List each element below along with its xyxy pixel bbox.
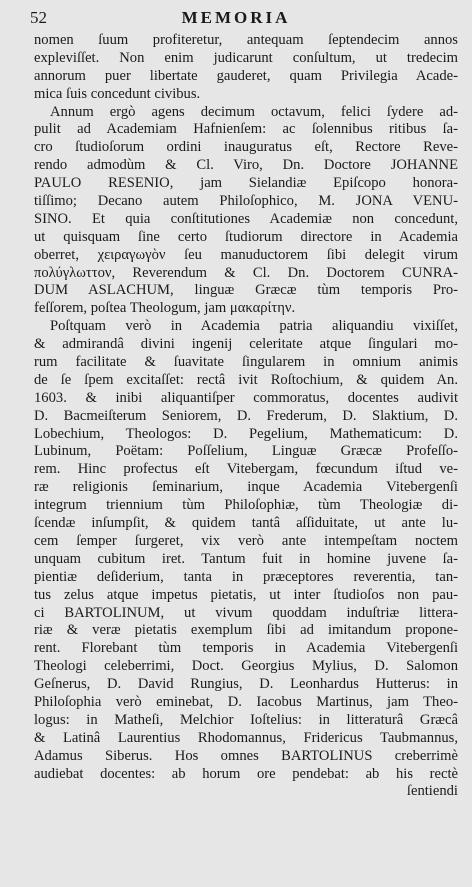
text-line: pulit ad Academiam Hafnienſem: ac ſolennibus ritibus ſa- <box>34 121 458 138</box>
text-line: rent. Florebant tùm temporis in Academia Vitebergenſi <box>34 640 458 657</box>
text-line: ci BARTOLINUM, ut vivum quoddam induſtriæ littera- <box>34 604 458 621</box>
body-text <box>34 32 458 801</box>
text-line: de ſe ſpem excitaſſet: rectâ ivit Roſtochium, & quidem An. <box>34 371 458 388</box>
text-line: πολύγλωττον, Reverendum & Cl. Dn. Doctorem CUNRA- <box>34 264 458 281</box>
text-line: PAULO RESENIO, jam Sielandiæ Epiſcopo honora- <box>34 175 458 192</box>
text-line: SINO. Et quia conſtitutiones Academiæ non concedunt, <box>34 210 458 227</box>
text-line: mica ſuis concedunt civibus. <box>34 85 201 102</box>
text-line: cem ſemper ſurgeret, vix verò ante intempeſtam noctem <box>34 532 458 549</box>
text-line: annorum puer libertate gauderet, quam Privilegia Acade- <box>34 67 458 84</box>
text-line: ut quisquam ſine certo ſtudiorum directore in Academia <box>34 228 458 245</box>
page-header <box>0 6 472 30</box>
page-number: 52 <box>30 8 47 27</box>
text-line: & admirandâ divini ingenij celeritate atque ſingulari mo- <box>34 336 458 353</box>
text-line: DUM ASLACHUM, linguæ Græcæ tùm temporis Pro- <box>34 282 458 299</box>
text-line: Theologi celeberrimi, Doct. Georgius Mylius, D. Salomon <box>34 658 458 675</box>
text-line: cro ſtudioſorum ordini inauguratus eſt, Rectore Reve- <box>34 139 458 156</box>
text-line: ræ religionis ſeminarium, inque Academia Vitebergenſi <box>34 479 458 496</box>
text-line: nomen ſuum profiteretur, antequam ſeptendecim annos <box>34 32 458 48</box>
text-line: expleviſſet. Non enim judicarunt conſultum, ut tredecim <box>34 49 458 66</box>
text-line: rendo admodùm & Cl. Viro, Dn. Doctore JOHANNE <box>34 157 458 174</box>
text-line: tiſſimo; Decano autem Philoſophico, M. JONA VENU- <box>34 193 458 210</box>
text-line: feſſorem, poſtea Theologum, jam μακαρίτην. <box>34 300 296 317</box>
running-title: MEMORIA <box>181 8 291 27</box>
text-line: tus zelus atque impetus pietatis, ut inter ſtudioſos non pau- <box>34 586 458 603</box>
text-line: D. Bacmeiſterum Seniorem, D. Frederum, D. Slaktium, D. <box>34 407 458 424</box>
text-line: Annum ergò agens decimum octavum, felici ſydere ad- <box>50 103 458 120</box>
text-line: integrum triennium tùm Philoſophiæ, tùm Theologiæ di- <box>34 497 458 514</box>
text-line: Philoſophia verò eminebat, D. Iacobus Martinus, jam Theo- <box>34 693 458 710</box>
text-line: rem. Hinc profectus eſt Vitebergam, fœcundum iſtud ve- <box>34 461 458 478</box>
text-line: Adamus Siberus. Hos omnes BARTOLINUS creberrimè <box>34 747 458 764</box>
text-line: ſcendæ inſumpſit, & quidem tantâ aſſiduitate, ut ante lu- <box>34 515 458 532</box>
text-line: pientiæ deſiderium, tanta in præceptores reverentia, tan- <box>34 568 458 585</box>
text-line: audiebat docentes: ab horum ore pendebat: ab his rectè <box>34 765 458 782</box>
text-line: Lobechium, Theologos: D. Pegelium, Mathematicum: D. <box>34 425 458 442</box>
text-line: & Latinâ Laurentius Rhodomannus, Fridericus Taubmannus, <box>34 729 458 746</box>
text-line: logus: in Matheſi, Melchior Ioſtelius: in litteraturâ Græcâ <box>34 711 458 728</box>
text-line: Lubinum, Poëtam: Poſſelium, Linguæ Græcæ Profeſſo- <box>34 443 458 460</box>
text-line: Poſtquam verò in Academia patria aliquandiu vixiſſet, <box>50 318 458 335</box>
text-line: 1603. & inibi aliquantiſper commoratus, docentes audivit <box>34 389 458 406</box>
text-line: unquam cubitum iret. Tantum fuit in homine juvene ſa- <box>34 550 458 567</box>
text-line: riæ & veræ pietatis exemplum ſibi ad imitandum propone- <box>34 622 458 639</box>
text-line: rum facilitate & ſuavitate ſingularem in omnium animis <box>34 354 458 371</box>
text-line: ſentiendi <box>406 783 458 800</box>
text-line: Geſnerus, D. David Rungius, D. Leonhardus Hutterus: in <box>34 676 458 693</box>
text-line: oberret, χειραγωγὸν ſeu manuductorem ſibi delegit virum <box>34 246 458 263</box>
